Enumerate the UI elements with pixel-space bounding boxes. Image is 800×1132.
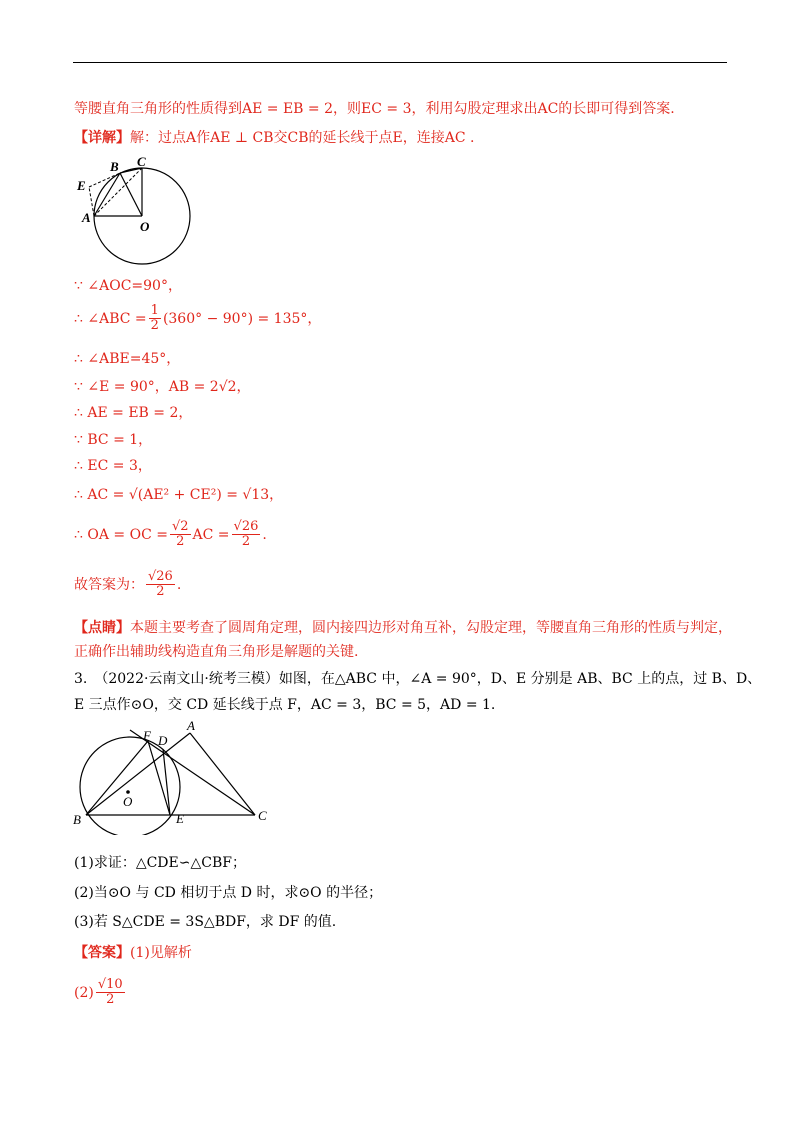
label-o: O — [123, 794, 133, 809]
answer-tag: 【答案】 — [74, 945, 130, 961]
comment-line-1: 【点睛】本题主要考查了圆周角定理，圆内接四边形对角互补，勾股定理，等腰直角三角形的性质与判定， — [74, 620, 732, 636]
step-9: ∴ OA = OC = $\frac{√2}{2}$ AC = $\frac{√26}{2}$ . — [74, 519, 267, 550]
comment-line-2: 正确作出辅助线构造直角三角形是解题的关键. — [74, 644, 359, 660]
detail-tag: 【详解】 — [74, 130, 130, 146]
header-rule — [73, 62, 727, 63]
comment-tag: 【点睛】 — [74, 620, 130, 636]
question-3: (3)若 S△CDE = 3S△BDF，求 DF 的值. — [74, 914, 337, 930]
step-6: ∵ BC = 1， — [74, 432, 153, 448]
label-b: B — [73, 812, 81, 827]
label-a: A — [82, 210, 91, 225]
detail-line — [74, 131, 474, 145]
problem3-line-1: 3. （2022·云南文山·统考三模）如图，在△ABC 中，∠A = 90°，D、E 分别是 AB、BC 上的点，过 B、D、 — [74, 671, 762, 687]
label-o: O — [140, 219, 150, 234]
label-a: A — [187, 720, 195, 733]
label-b: B — [110, 159, 119, 174]
label-e: E — [77, 178, 86, 193]
label-d: D — [158, 733, 168, 748]
circle-figure-1 — [70, 150, 200, 265]
step-5: ∴ AE = EB = 2， — [74, 405, 193, 421]
detail-text: 解：过点A作AE ⊥ CB交CB的延长线于点E，连接AC . — [130, 130, 475, 146]
step-3: ∴ ∠ABE=45°， — [74, 351, 181, 367]
answer-line: 故答案为： $\frac{√26}{2}$ . — [74, 569, 182, 600]
answer-2: (2) $\frac{√10}{2}$ — [74, 977, 123, 1008]
problem3-line-2: E 三点作⊙O，交 CD 延长线于点 F，AC = 3，BC = 5，AD = 1. — [74, 697, 496, 713]
question-2: (2)当⊙O 与 CD 相切于点 D 时，求⊙O 的半径； — [74, 885, 383, 901]
label-c: C — [258, 808, 267, 823]
step-7: ∴ EC = 3， — [74, 458, 152, 474]
step-1: ∵ ∠AOC=90°， — [74, 278, 182, 294]
circle-o — [80, 737, 180, 835]
label-c: C — [137, 154, 146, 169]
answer-header: 【答案】(1)见解析 — [74, 945, 192, 961]
circle-figure-2 — [70, 720, 270, 835]
solution-intro: 等腰直角三角形的性质得到AE = EB = 2，则EC = 3，利用勾股定理求出AC的长即可得到答案. — [74, 101, 675, 117]
step-8: ∴ AC = √(AE² + CE²) = √13， — [74, 487, 284, 503]
step-2: ∴ ∠ABC = $\frac{1}{2}$ (360° − 90°) = 135°， — [74, 303, 322, 334]
step-4: ∵ ∠E = 90°，AB = 2√2， — [74, 379, 251, 395]
label-f: F — [143, 728, 151, 743]
label-e: E — [176, 811, 184, 826]
question-1: (1)求证：△CDE∽△CBF； — [74, 855, 246, 871]
